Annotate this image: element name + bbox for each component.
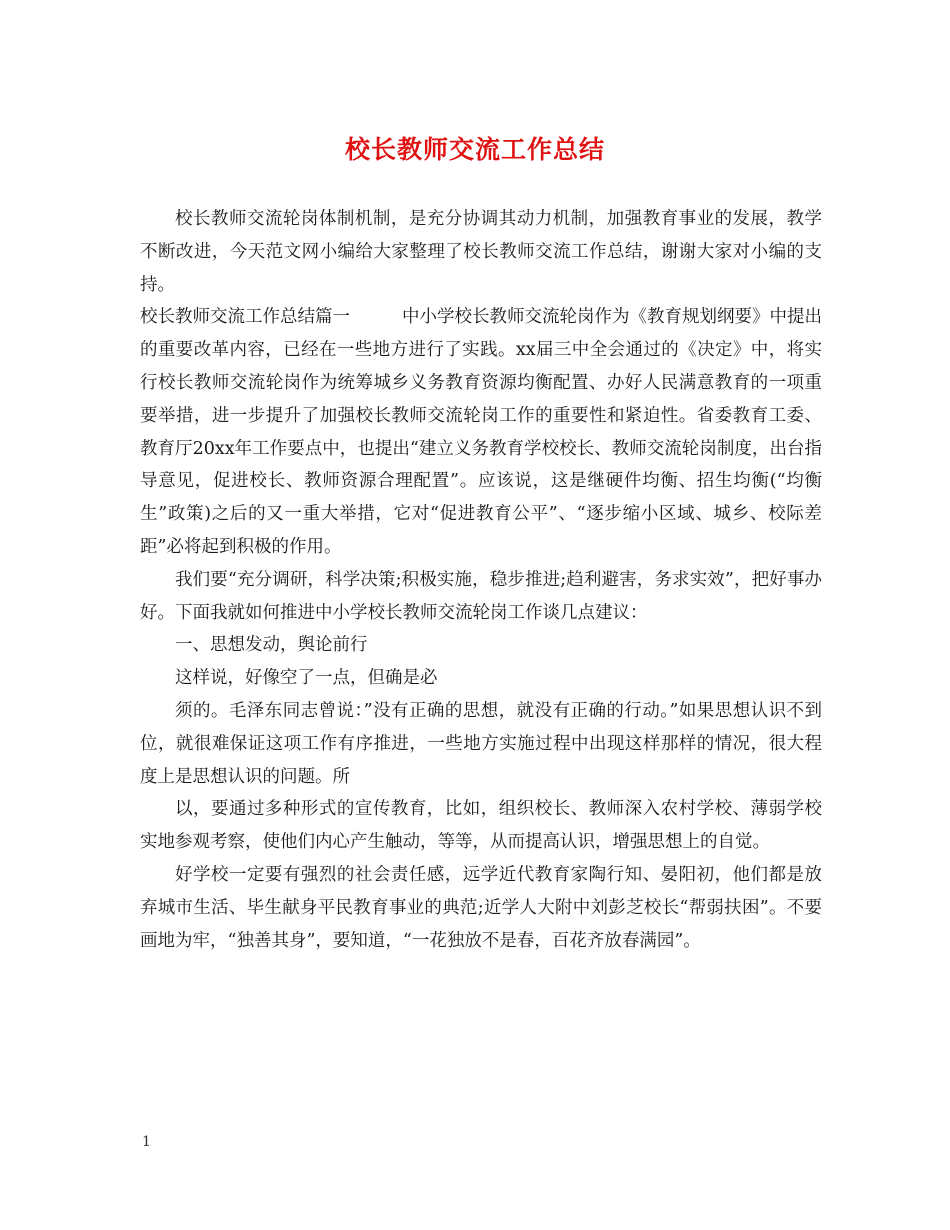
- page-title: 校长教师交流工作总结: [344, 135, 605, 164]
- section-one-text: 中小学校长教师交流轮岗作为《教育规划纲要》中提出的重要改革内容，已经在一些地方进行了实践。xx届三中全会通过的《决定》中，将实行校长教师交流轮岗作为统筹城乡义务教育资源均衡配置、办好人民满意教育的一项重要举措，进一步提升了加强校长教师交流轮岗工作的重要性和紧迫性。省委教育工委、教育厅20xx年工作要点中，也提出“建立义务教育学校校长、教师交流轮岗制度，出台指导意见，促进校长、教师资源合理配置”。应该说，这是继硬件均衡、招生均衡(“均衡生”政策)之后的又一重大举措，它对“促进教育公平”、“逐步缩小区域、城乡、校际差距”必将起到积极的作用。: [140, 307, 822, 557]
- paragraph-publicity: 以，要通过多种形式的宣传教育，比如，组织校长、教师深入农村学校、薄弱学校实地参观考察，使他们内心产生触动，等等，从而提高认识，增强思想上的自觉。: [140, 799, 822, 853]
- paragraph-section-one: [140, 301, 822, 563]
- document-body: [140, 203, 822, 957]
- paragraph-short: 这样说，好像空了一点，但确是必: [175, 668, 438, 689]
- paragraph-mao-quote: 须的。毛泽东同志曾说：”没有正确的思想，就没有正确的行动。”如果思想认识不到位，就很难保证这项工作有序推进，一些地方实施过程中出现这样那样的情况，很大程度上是思想认识的问题。所: [140, 700, 822, 787]
- section-heading: 校长教师交流工作总结篇一: [140, 307, 350, 328]
- paragraph-responsibility: 好学校一定要有强烈的社会责任感，远学近代教育家陶行知、晏阳初，他们都是放弃城市生活、毕生献身平民教育事业的典范;近学人大附中刘彭芝校长“帮弱扶困”。不要画地为牢，“独善其身”，要知道，“一花独放不是春，百花齐放春满园”。: [140, 864, 822, 951]
- paragraph-subheading-one: 一、思想发动，舆论前行: [175, 635, 368, 656]
- page-number: 1: [142, 1134, 151, 1150]
- paragraph-intro: 校长教师交流轮岗体制机制，是充分协调其动力机制，加强教育事业的发展，教学不断改进，今天范文网小编给大家整理了校长教师交流工作总结，谢谢大家对小编的支持。: [140, 209, 822, 295]
- paragraph-suggestions: 我们要“充分调研，科学决策;积极实施，稳步推进;趋利避害，务求实效”，把好事办好。下面我就如何推进中小学校长教师交流轮岗工作谈几点建议：: [140, 569, 822, 623]
